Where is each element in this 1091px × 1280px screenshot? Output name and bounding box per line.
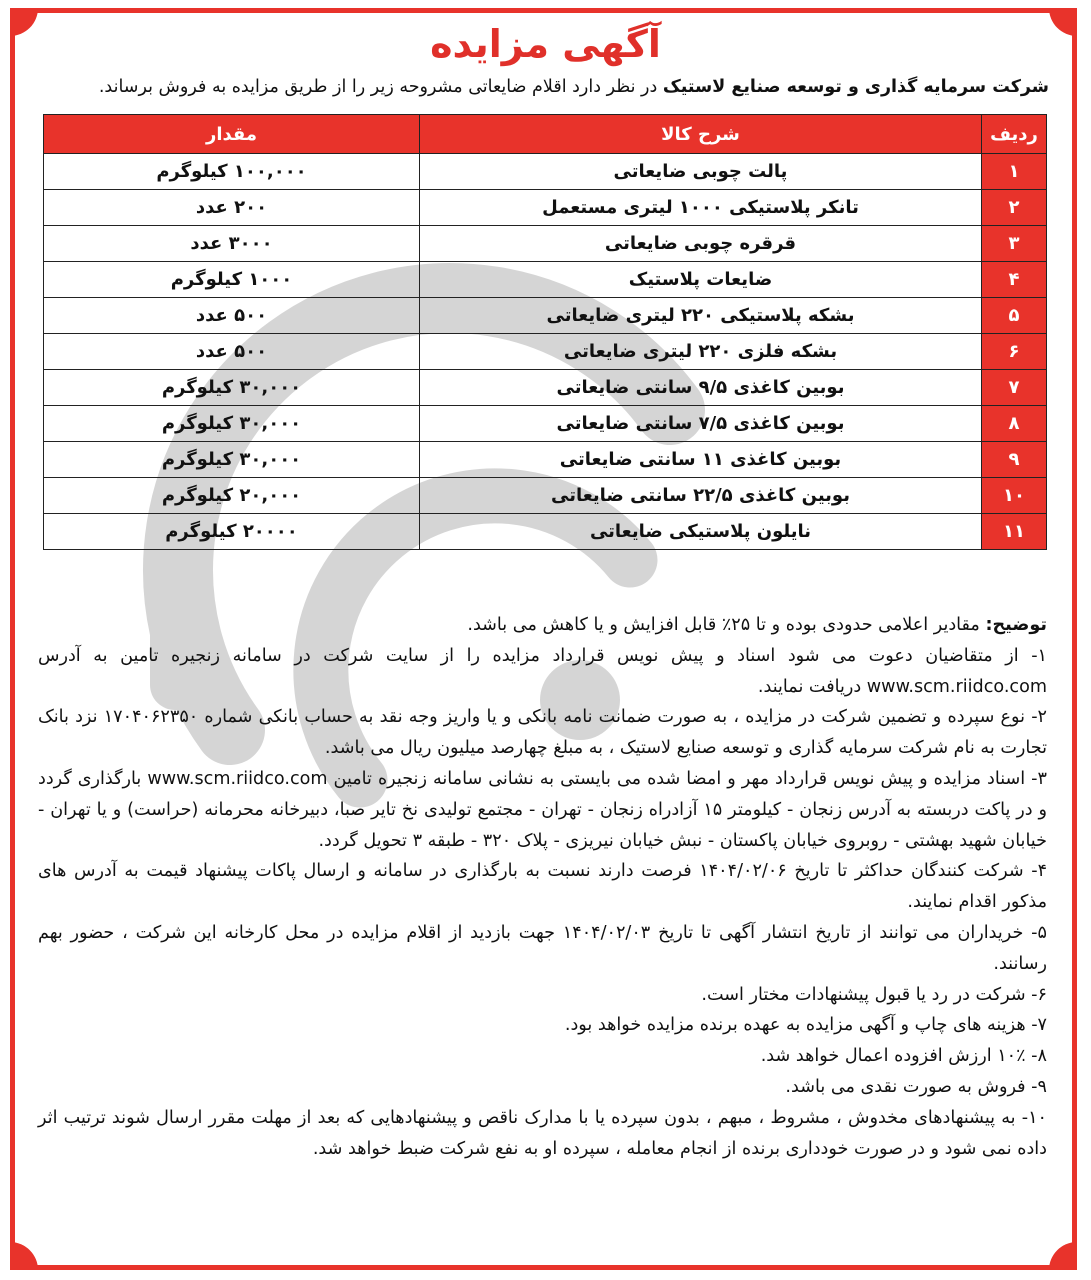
- item-quantity: ۳۰,۰۰۰ کیلوگرم: [44, 442, 420, 478]
- note-item: ۵- خریداران می توانند از تاریخ انتشار آگهی تا تاریخ ۱۴۰۴/۰۲/۰۳ جهت بازدید از اقلام مزایده در محل کارخانه این شرکت ، حضور بهم رسانند.: [38, 922, 1047, 974]
- row-number: ۱: [982, 154, 1047, 190]
- table-row: [44, 478, 1047, 514]
- table-row: [44, 406, 1047, 442]
- row-number: ۴: [982, 262, 1047, 298]
- item-description: بوبین کاغذی ۹/۵ سانتی ضایعاتی: [420, 370, 982, 406]
- item-quantity: ۲۰۰۰۰ کیلوگرم: [44, 514, 420, 550]
- note-item: ۱- از متقاضیان دعوت می شود اسناد و پیش نویس قرارداد مزایده را از سایت شرکت در سامانه زنجیره تامین به آدرس www.scm.riidco.com دریافت نمایند.: [38, 645, 1047, 697]
- table-row: [44, 334, 1047, 370]
- note-item: ۱۰- به پیشنهادهای مخدوش ، مشروط ، مبهم ، بدون سپرده یا با مدارک ناقص و پیشنهادهایی که بعد از مهلت مقرر ارسال شوند ترتیب اثر داده نمی شود و در صورت خودداری برنده از انجام معامله ، سپرده او به نفع شرکت ضبط خواهد شد.: [38, 1107, 1047, 1159]
- item-quantity: ۲۰۰ عدد: [44, 190, 420, 226]
- header-quantity: مقدار: [44, 115, 420, 154]
- header-row-number: ردیف: [982, 115, 1047, 154]
- table-row: [44, 190, 1047, 226]
- row-number: ۱۰: [982, 478, 1047, 514]
- table-row: [44, 514, 1047, 550]
- intro-text: در نظر دارد اقلام ضایعاتی مشروحه زیر را از طریق مزایده به فروش برساند.: [98, 77, 663, 97]
- item-quantity: ۵۰۰ عدد: [44, 334, 420, 370]
- item-quantity: ۳۰,۰۰۰ کیلوگرم: [44, 406, 420, 442]
- company-name: شرکت سرمایه گذاری و توسعه صنایع لاستیک: [662, 77, 1049, 97]
- note-item: ۸- ۱۰٪ ارزش افزوده اعمال خواهد شد.: [760, 1046, 1047, 1067]
- intro-line: [40, 74, 1049, 100]
- note-item: ۹- فروش به صورت نقدی می باشد.: [785, 1076, 1047, 1097]
- table-row: [44, 262, 1047, 298]
- item-description: بوبین کاغذی ۷/۵ سانتی ضایعاتی: [420, 406, 982, 442]
- note-item: ۶- شرکت در رد یا قبول پیشنهادات مختار است.: [701, 984, 1047, 1005]
- item-quantity: ۱۰۰۰ کیلوگرم: [44, 262, 420, 298]
- notes-head: [38, 610, 1047, 641]
- row-number: ۸: [982, 406, 1047, 442]
- row-number: ۱۱: [982, 514, 1047, 550]
- row-number: ۵: [982, 298, 1047, 334]
- note-item: ۲- نوع سپرده و تضمین شرکت در مزایده ، به صورت ضمانت نامه بانکی و یا واریز وجه نقد به حساب بانکی شماره ۱۷۰۴۰۶۲۳۵۰ نزد بانک تجارت به نام شرکت سرمایه گذاری و توسعه صنایع لاستیک ، به مبلغ چهارصد میلیون ریال می باشد.: [38, 707, 1047, 759]
- item-quantity: ۲۰,۰۰۰ کیلوگرم: [44, 478, 420, 514]
- header-description: شرح کالا: [420, 115, 982, 154]
- item-quantity: ۵۰۰ عدد: [44, 298, 420, 334]
- table-row: [44, 442, 1047, 478]
- table-row: [44, 154, 1047, 190]
- ad-title: آگهی مزایده: [430, 22, 661, 66]
- table-row: [44, 226, 1047, 262]
- row-number: ۷: [982, 370, 1047, 406]
- item-quantity: ۳۰,۰۰۰ کیلوگرم: [44, 370, 420, 406]
- note-item: ۳- اسناد مزایده و پیش نویس قرارداد مهر و امضا شده می بایستی به نشانی سامانه زنجیره تامین www.scm.riidco.com بارگذاری گردد و در پاکت دربسته به آدرس زنجان - کیلومتر ۱۵ آزادراه زنجان - تهران - مجتمع تولیدی نخ تایر صبا، دبیرخانه محرمانه (حراست) و یا تهران - خیابان شهید بهشتی - روبروی خیابان پاکستان - نبش خیابان نیریزی - پلاک ۳۲۰ - طبقه ۳ تحویل گردد.: [38, 768, 1047, 851]
- row-number: ۹: [982, 442, 1047, 478]
- item-description: بشکه پلاستیکی ۲۲۰ لیتری ضایعاتی: [420, 298, 982, 334]
- item-description: قرقره چوبی ضایعاتی: [420, 226, 982, 262]
- item-description: پالت چوبی ضایعاتی: [420, 154, 982, 190]
- table-header-row: [44, 115, 1047, 154]
- item-description: بشکه فلزی ۲۲۰ لیتری ضایعاتی: [420, 334, 982, 370]
- item-quantity: ۳۰۰۰ عدد: [44, 226, 420, 262]
- items-table: [43, 114, 1047, 550]
- item-description: بوبین کاغذی ۲۲/۵ سانتی ضایعاتی: [420, 478, 982, 514]
- item-description: ضایعات پلاستیک: [420, 262, 982, 298]
- table-row: [44, 370, 1047, 406]
- item-description: نایلون پلاستیکی ضایعاتی: [420, 514, 982, 550]
- notes-head-text: مقادیر اعلامی حدودی بوده و تا ۲۵٪ قابل افزایش و یا کاهش می باشد.: [467, 615, 986, 635]
- table-row: [44, 298, 1047, 334]
- row-number: ۲: [982, 190, 1047, 226]
- row-number: ۶: [982, 334, 1047, 370]
- item-description: بوبین کاغذی ۱۱ سانتی ضایعاتی: [420, 442, 982, 478]
- item-description: تانکر پلاستیکی ۱۰۰۰ لیتری مستعمل: [420, 190, 982, 226]
- note-item: ۷- هزینه های چاپ و آگهی مزایده به عهده برنده مزایده خواهد بود.: [564, 1015, 1047, 1036]
- row-number: ۳: [982, 226, 1047, 262]
- notes-section: [38, 610, 1047, 1164]
- note-item: ۴- شرکت کنندگان حداکثر تا تاریخ ۱۴۰۴/۰۲/۰۶ فرصت دارند نسبت به بارگذاری در سامانه و ارسال پاکات پیشنهاد قیمت به آدرس های مذکور اقدام نمایند.: [38, 861, 1048, 913]
- notes-label: توضیح:: [985, 615, 1047, 635]
- item-quantity: ۱۰۰,۰۰۰ کیلوگرم: [44, 154, 420, 190]
